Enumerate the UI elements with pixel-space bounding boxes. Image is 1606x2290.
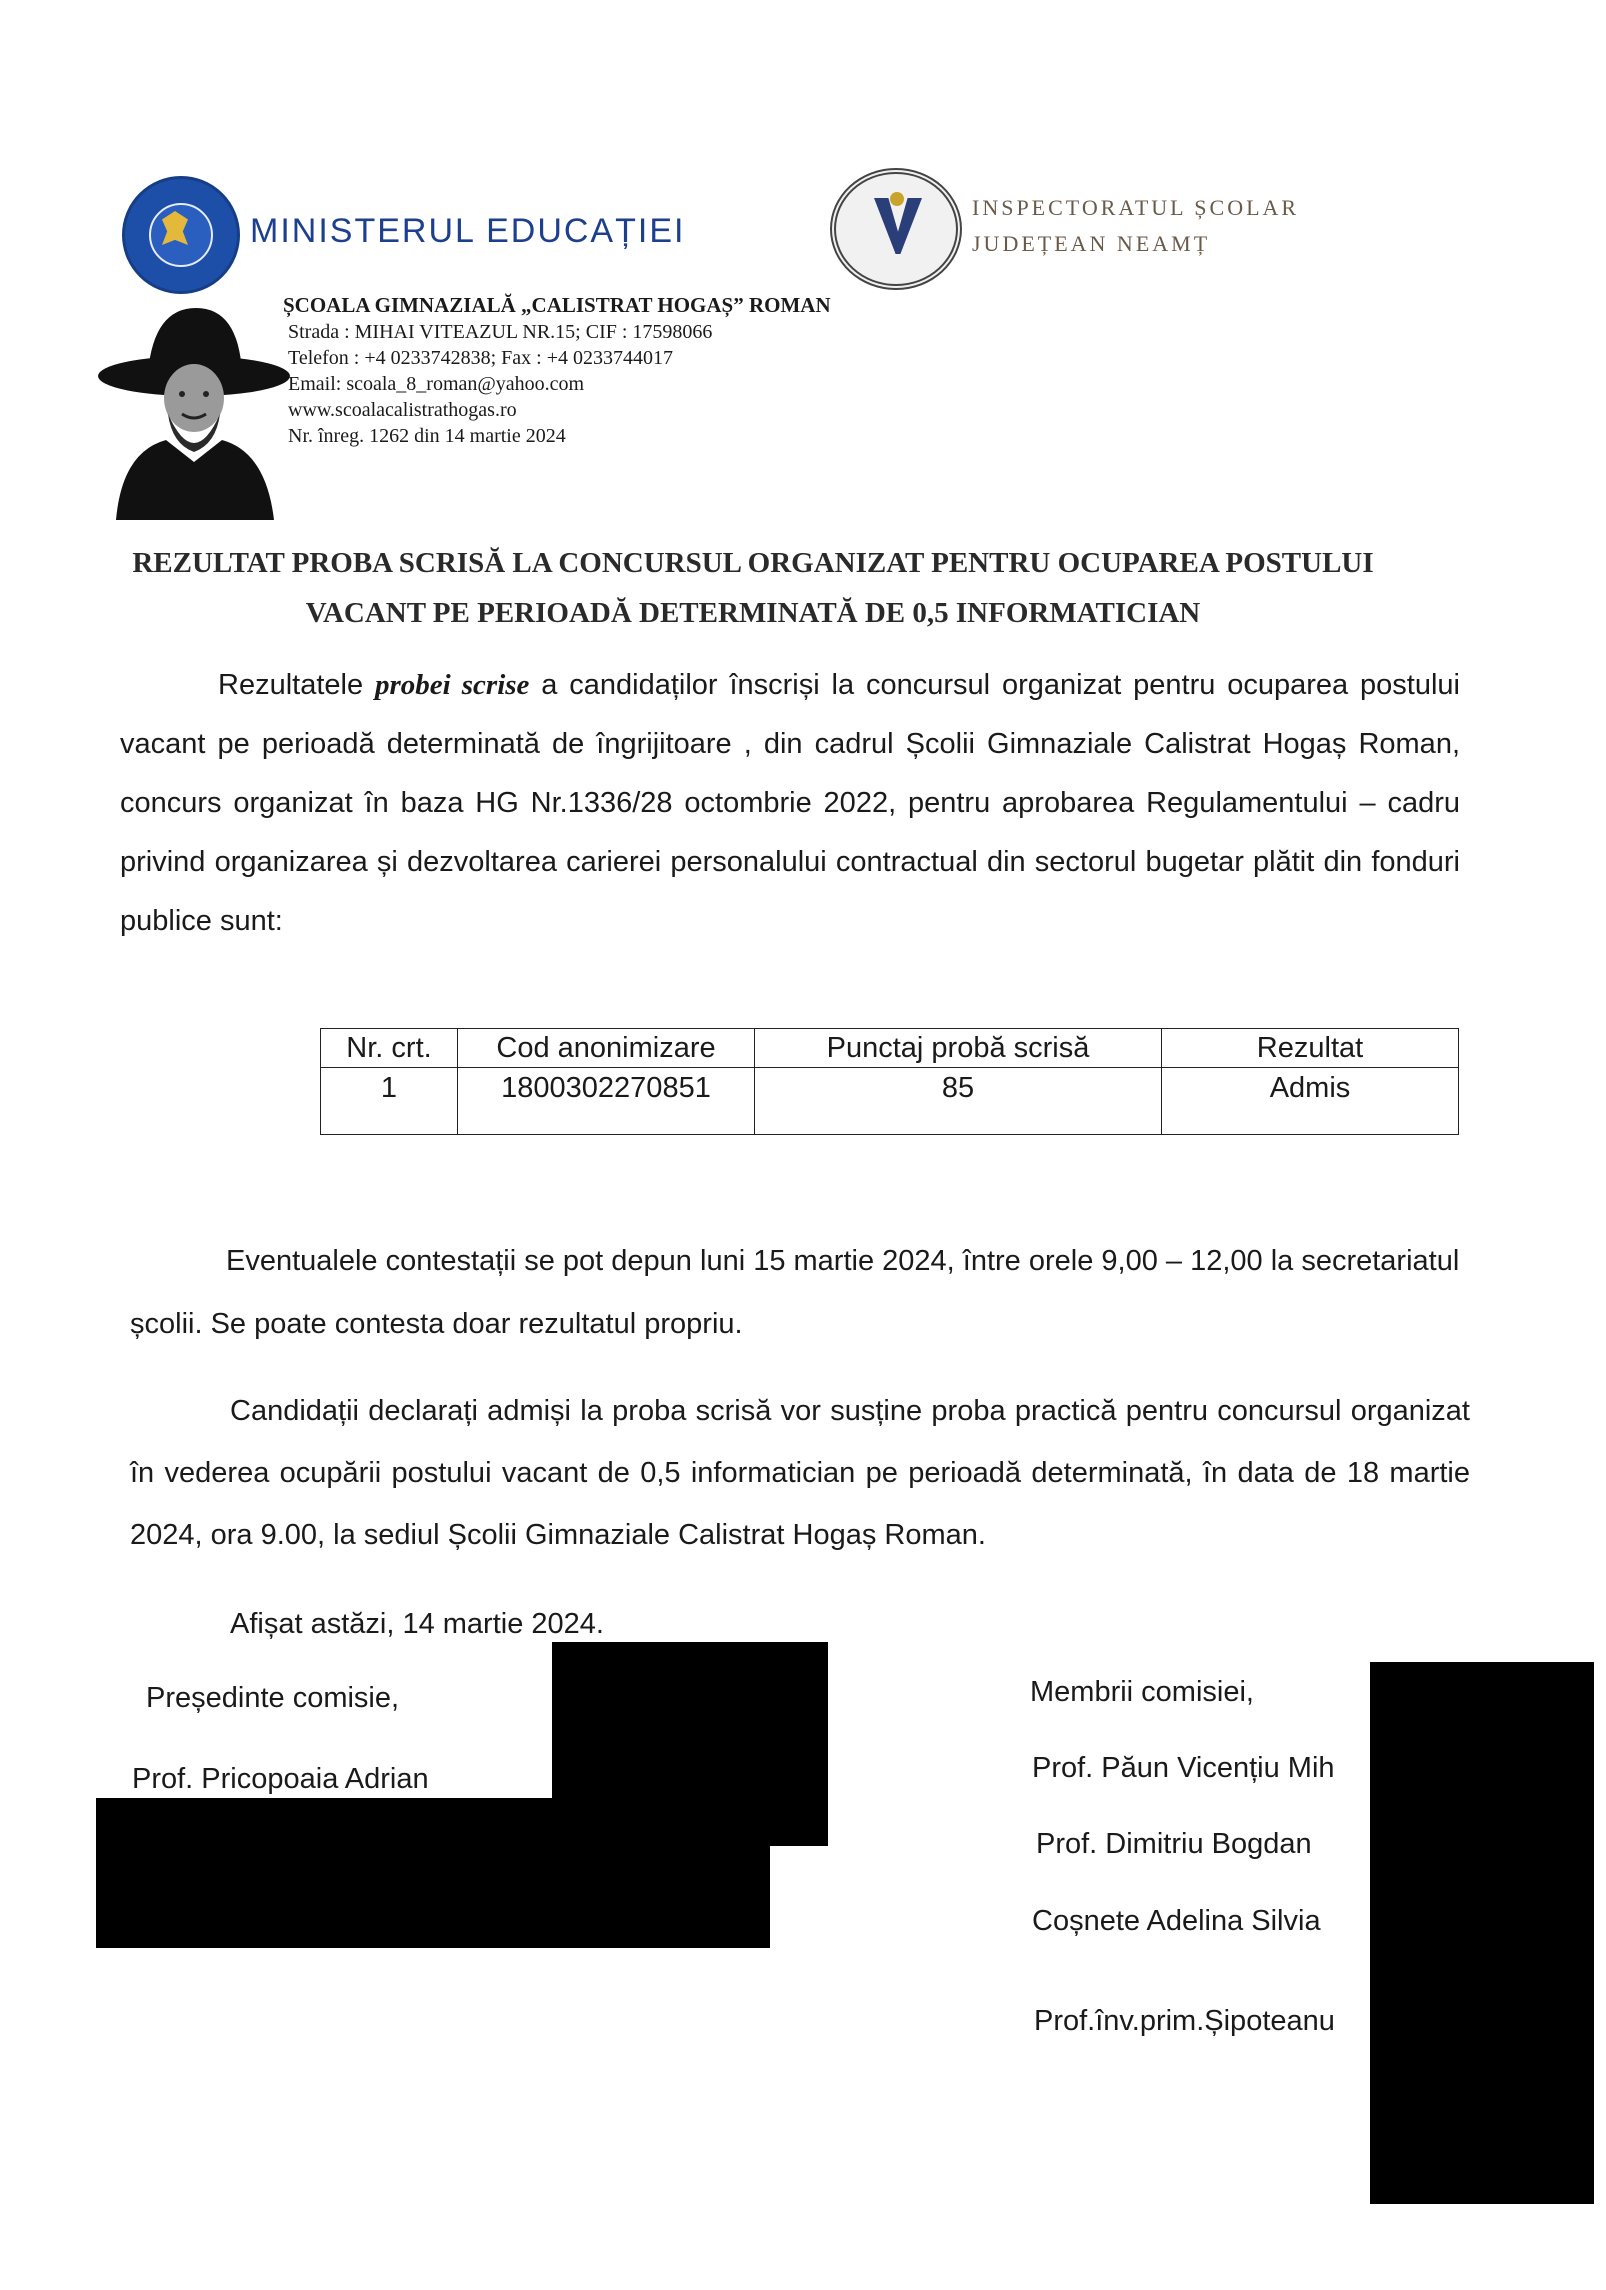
cell-punctaj: 85 [755,1068,1162,1135]
document-title [60,538,1446,638]
intro-emphasis: probei scrise [374,669,530,701]
results-table [320,1028,1459,1135]
inspectorate-line-2: JUDEȚEAN NEAMȚ [972,231,1211,256]
government-seal-logo [122,176,240,294]
table-header-row [321,1029,1459,1068]
inspectorate-logo [830,168,962,290]
registration-number: Nr. înreg. 1262 din 14 martie 2024 [288,425,566,447]
members-label: Membrii comisiei, [1030,1676,1254,1708]
title-line-2: VACANT PE PERIOADĂ DETERMINATĂ DE 0,5 INFORMATICIAN [305,597,1201,629]
school-email: Email: scoala_8_roman@yahoo.com [288,373,585,395]
header-punctaj: Punctaj probă scrisă [755,1029,1162,1068]
redaction-box-president-stamp [96,1798,770,1948]
ministry-title: MINISTERUL EDUCAȚIEI [250,212,686,250]
header-rezultat: Rezultat [1162,1029,1459,1068]
member-name-2: Prof. Dimitriu Bogdan [1036,1828,1312,1860]
v-emblem-icon [874,198,922,254]
title-line-1: REZULTAT PROBA SCRISĂ LA CONCURSUL ORGANIZAT PENTRU OCUPAREA POSTULUI [132,547,1374,579]
cell-rezultat: Admis [1162,1068,1459,1135]
school-website: www.scoalacalistrathogas.ro [288,399,517,421]
header-cod-anonimizare: Cod anonimizare [458,1029,755,1068]
emblem-dot-icon [890,192,904,206]
intro-text-rest: a candidaților înscriși la concursul organizat pentru ocuparea postului vacant pe perioadă determinată de îngrijitoare , din cadrul Școlii Gimnaziale Calistrat Hogaș Roman, concurs organizat în baza HG Nr.1336/28 octombrie 2022, pentru aprobarea Regulamentului – cadru privind organizarea și dezvoltarea carierei personalului contractual din sectorul bugetar plătit din fonduri publice sunt: [120,669,1460,937]
school-phone: Telefon : +4 0233742838; Fax : +4 0233744017 [288,347,674,369]
member-name-1: Prof. Păun Vicențiu Mih [1032,1752,1335,1784]
president-name: Prof. Pricopoaia Adrian [132,1763,429,1795]
calistrat-hogas-portrait [96,302,292,520]
redaction-box-members-signatures [1370,1662,1594,2204]
posted-date: Afișat astăzi, 14 martie 2024. [230,1608,604,1640]
member-name-4: Prof.înv.prim.Șipoteanu [1034,2005,1335,2037]
table-row [321,1068,1459,1135]
contest-note: Eventualele contestații se pot depun luni 15 martie 2024, între orele 9,00 – 12,00 la secretariatul școlii. Se poate contesta doar rezultatul propriu. [130,1245,1460,1340]
intro-text-start: Rezultatele [218,669,375,701]
cell-cod-anonimizare: 1800302270851 [458,1068,755,1135]
results-table-wrapper [320,1028,1459,1135]
inspectorate-name [972,190,1299,262]
school-info [283,292,831,449]
president-label: Președinte comisie, [146,1682,400,1714]
cell-nr-crt: 1 [321,1068,458,1135]
school-address: Strada : MIHAI VITEAZUL NR.15; CIF : 17598066 [288,321,713,343]
intro-paragraph [120,656,1460,951]
inspectorate-line-1: INSPECTORATUL ȘCOLAR [972,195,1300,220]
header-nr-crt: Nr. crt. [321,1029,458,1068]
member-name-3: Coșnete Adelina Silvia [1032,1905,1321,1937]
practical-exam-note: Candidații declarați admiși la proba scrisă vor susține proba practică pentru concursul organizat în vederea ocupării postului vacant de 0,5 informatician pe perioadă determinată, în data de 18 martie 2024, ora 9.00, la sediul Școlii Gimnaziale Calistrat Hogaș Roman. [130,1395,1470,1551]
school-name: ȘCOALA GIMNAZIALĂ „CALISTRAT HOGAȘ” ROMAN [283,293,831,317]
